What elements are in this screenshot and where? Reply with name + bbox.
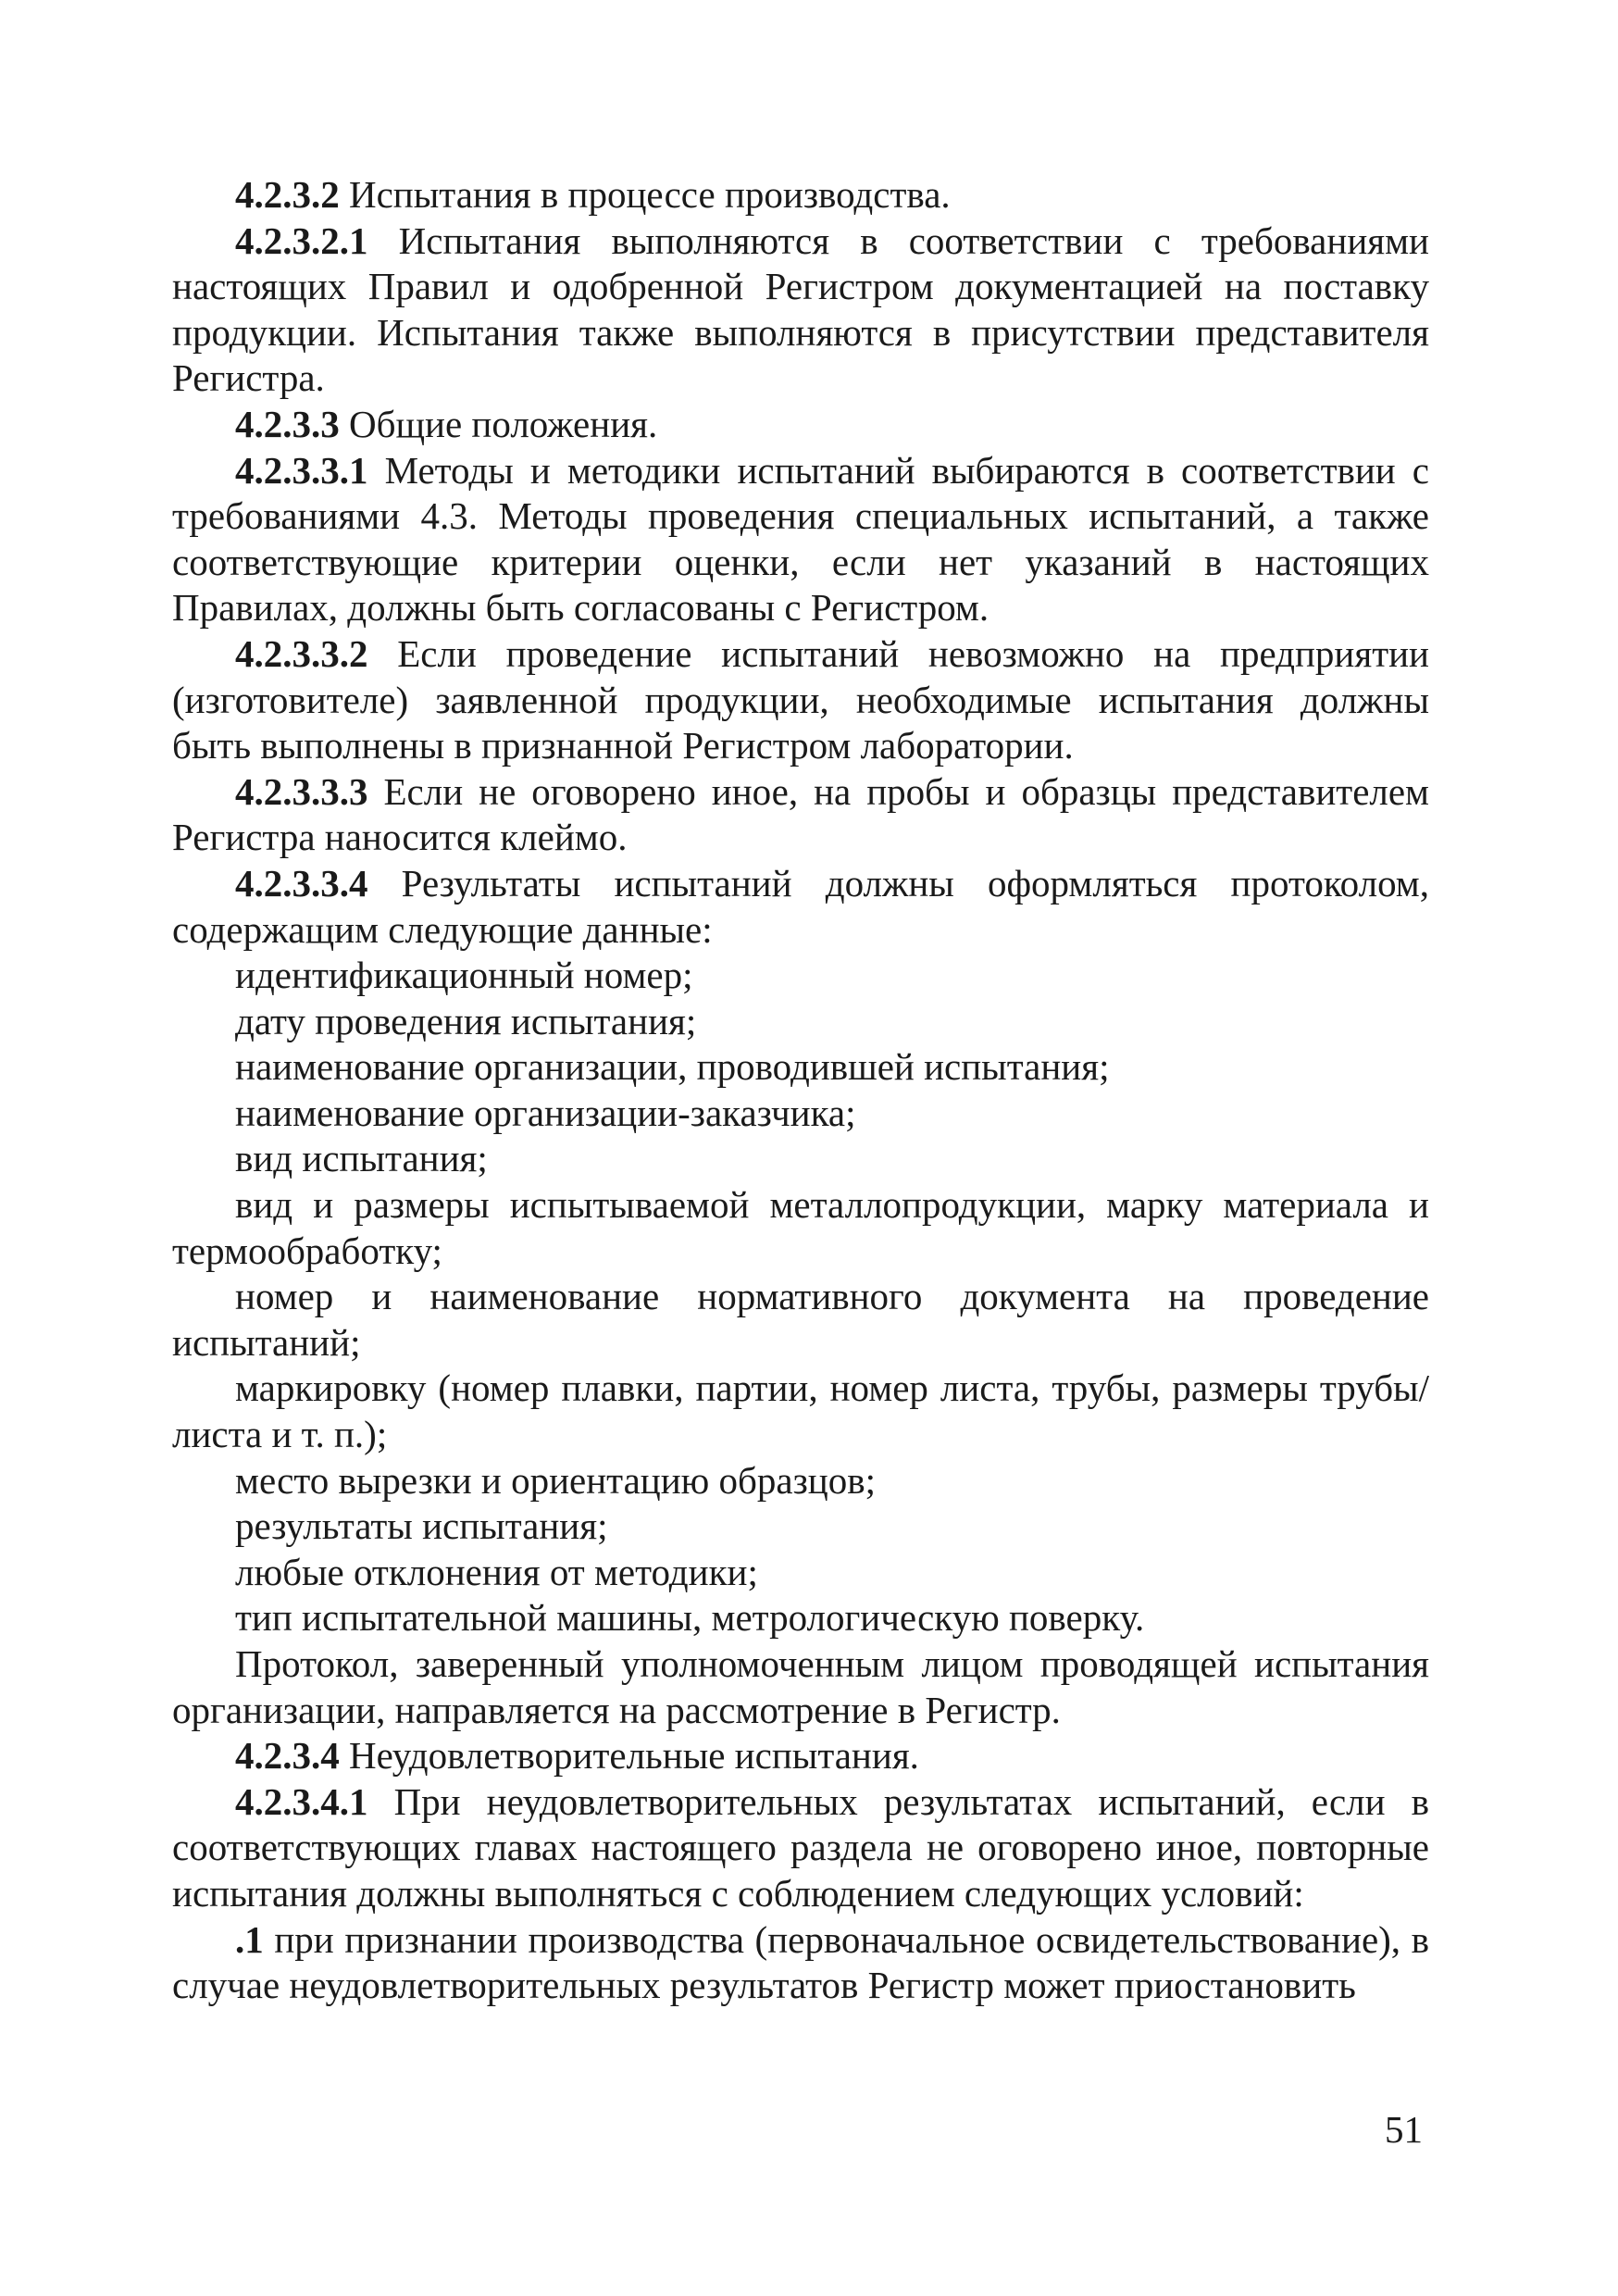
list-item: номер и наименование нормативного документа на проведение испытаний; [172, 1275, 1429, 1364]
clause-number: 4.2.3.3 [235, 402, 340, 445]
paragraph-4-2-3-3-1 [172, 448, 1429, 631]
clause-text: Если проведение испытаний невозможно на предприятии (изготовителе) заявленной продукции, необходимые испытания должны быть выполнены в признанной Регистром лаборатории. [172, 631, 1429, 767]
list-item: дату проведения испытания; [235, 999, 697, 1042]
clause-text: Неудовлетворительные испытания. [339, 1734, 919, 1778]
list-item: наименование организации, проводившей испытания; [235, 1045, 1110, 1089]
list-item: место вырезки и ориентацию образцов; [235, 1458, 876, 1502]
list-item: идентификационный номер; [235, 954, 693, 997]
paragraph-4-2-3-3-3 [172, 769, 1429, 861]
clause-number: 4.2.3.2 [235, 173, 340, 216]
clause-number: 4.2.3.3.2 [235, 631, 368, 675]
paragraph-4-2-3-2 [172, 172, 1429, 218]
list-item: вид и размеры испытываемой металлопродукции, марку материала и термообработку; [172, 1183, 1429, 1272]
clause-text: Испытания выполняются в соответствии с требованиями настоящих Правил и одобренной Регистром документацией на поставку продукции. Испытания также выполняются в присутствии представителя Регистра. [172, 218, 1429, 400]
page-number: 51 [1385, 2108, 1423, 2151]
list-item: результаты испытания; [235, 1504, 608, 1548]
clause-text: Общие положения. [339, 402, 658, 445]
paragraph-item-1 [172, 1917, 1429, 2009]
clause-number: 4.2.3.3.1 [235, 448, 368, 492]
clause-text: Если не оговорено иное, на пробы и образцы представителем Регистра наносится клеймо. [172, 769, 1429, 859]
clause-number: 4.2.3.3.3 [235, 769, 368, 813]
list-item: тип испытательной машины, метрологическую поверку. [235, 1596, 1145, 1640]
paragraph-4-2-3-3 [172, 402, 1429, 448]
clause-number: 4.2.3.2.1 [235, 218, 368, 262]
paragraph-4-2-3-3-4 [172, 861, 1429, 953]
clause-text: Результаты испытаний должны оформляться протоколом, содержащим следующие данные: [172, 861, 1429, 951]
clause-text: при признании производства (первоначальное освидетельствование), в случае неудовлетворительных результатов Регистр может приостановить [172, 1917, 1429, 2007]
list-item: любые отклонения от методики; [235, 1550, 758, 1593]
paragraph-4-2-3-4 [172, 1733, 1429, 1779]
paragraph-4-2-3-2-1 [172, 218, 1429, 402]
list-item: маркировку (номер плавки, партии, номер листа, трубы, размеры трубы/листа и т. п.); [172, 1366, 1429, 1456]
clause-text: Методы и методики испытаний выбираются в соответствии с требованиями 4.3. Методы проведения специальных испытаний, а также соответствующие критерии оценки, если нет указаний в настоящих Правилах, должны быть согласованы с Регистром. [172, 448, 1429, 630]
clause-text: При неудовлетворительных результатах испытаний, если в соответствующих главах настоящего раздела не оговорено иное, повторные испытания должны выполняться с соблюдением следующих условий: [172, 1779, 1429, 1915]
clause-number: 4.2.3.4 [235, 1734, 340, 1778]
protocol-paragraph: Протокол, заверенный уполномоченным лицом проводящей испытания организации, направляется на рассмотрение в Регистр. [172, 1642, 1429, 1731]
page-body [172, 172, 1429, 2009]
clause-number: .1 [235, 1917, 264, 1961]
list-item: вид испытания; [235, 1137, 488, 1180]
paragraph-4-2-3-4-1 [172, 1779, 1429, 1917]
list-item: наименование организации-заказчика; [235, 1091, 856, 1134]
clause-number: 4.2.3.4.1 [235, 1779, 368, 1823]
clause-text: Испытания в процессе производства. [339, 173, 951, 216]
clause-number: 4.2.3.3.4 [235, 861, 368, 905]
paragraph-4-2-3-3-2 [172, 631, 1429, 769]
